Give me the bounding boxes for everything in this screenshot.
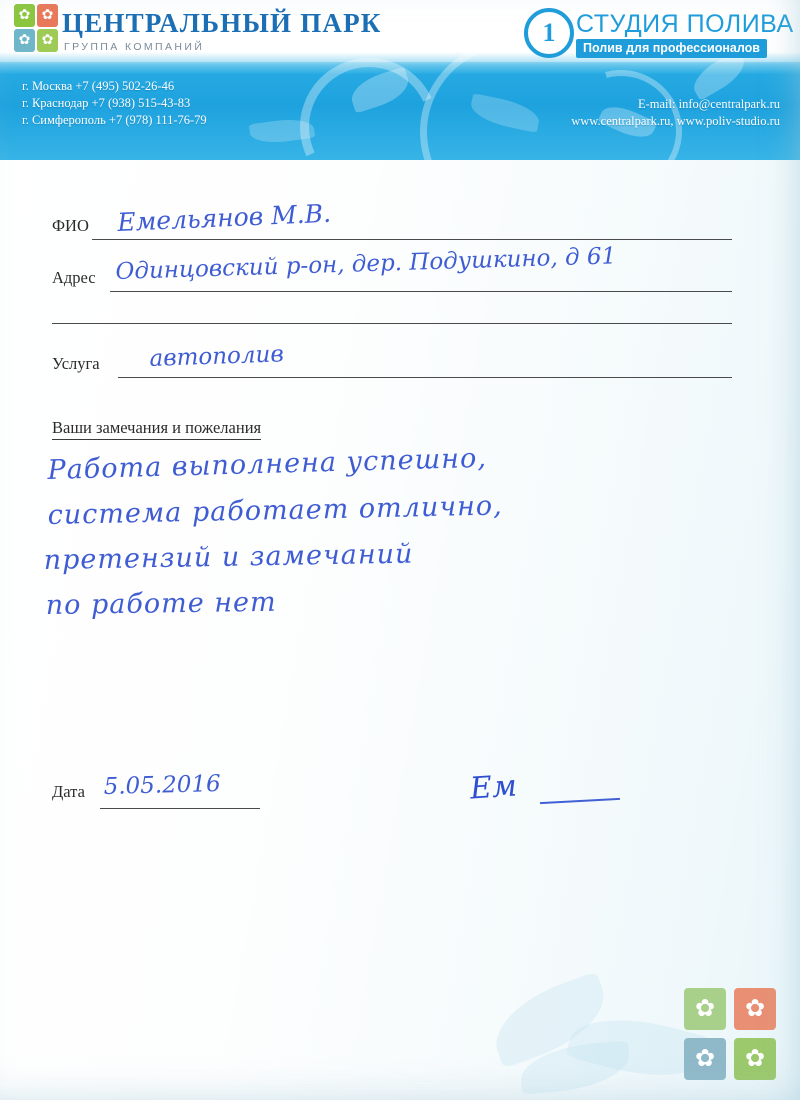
service-value: автополив	[149, 341, 285, 372]
website-line: www.centralpark.ru, www.poliv-studio.ru	[571, 114, 780, 128]
date-line	[100, 808, 260, 809]
feedback-form	[0, 160, 800, 1100]
leaf-icon: ✿	[684, 988, 726, 1030]
address-line-1	[110, 291, 732, 292]
contacts-right	[571, 96, 780, 130]
remarks-line-3: претензий и замечаний	[43, 538, 414, 576]
letterhead-header	[0, 0, 800, 160]
brand-title: ЦЕНТРАЛЬНЫЙ ПАРК	[62, 8, 382, 38]
company-logo	[14, 4, 58, 54]
studio-title: СТУДИЯ ПОЛИВА	[576, 10, 794, 38]
leaf-icon: ✿	[734, 1038, 776, 1080]
fio-line	[92, 239, 732, 240]
signature: Ем	[468, 768, 518, 807]
contacts-left	[22, 78, 207, 129]
leaf-icon: ✿	[14, 29, 35, 52]
address-value: Одинцовский р-он, дер. Подушкино, д 61	[115, 243, 617, 285]
studio-subtitle: Полив для профессионалов	[576, 39, 767, 58]
leaf-icon: ✿	[37, 29, 58, 52]
phone-moscow: г. Москва +7 (495) 502-26-46	[22, 79, 175, 93]
phone-krasnodar: г. Краснодар +7 (938) 515-43-83	[22, 96, 191, 110]
remarks-line-2: система работает отлично,	[47, 490, 504, 531]
email-line: E-mail: info@centralpark.ru	[637, 97, 780, 111]
remarks-line-4: по работе нет	[45, 586, 277, 621]
remarks-label: Ваши замечания и пожелания	[52, 418, 261, 440]
brand-subtitle: ГРУППА КОМПАНИЙ	[64, 41, 205, 53]
phone-simferopol: г. Симферополь +7 (978) 111-76-79	[22, 113, 207, 127]
date-label: Дата	[52, 782, 85, 801]
footer-logo-icons	[684, 988, 778, 1082]
leaf-icon: ✿	[14, 4, 35, 27]
service-line	[118, 377, 732, 378]
studio-logo	[510, 6, 800, 58]
service-label: Услуга	[52, 354, 100, 373]
remarks-line-1: Работа выполнена успешно,	[47, 442, 488, 486]
address-line-2	[52, 323, 732, 324]
fio-label: ФИО	[52, 216, 89, 235]
leaf-icon: ✿	[734, 988, 776, 1030]
leaf-icon: ✿	[684, 1038, 726, 1080]
fio-value: Емельянов М.В.	[116, 198, 332, 237]
signature-stroke	[540, 798, 620, 804]
address-label: Адрес	[52, 268, 96, 287]
studio-badge-number: 1	[524, 8, 574, 58]
date-value: 5.05.2016	[103, 770, 222, 800]
leaf-icon: ✿	[37, 4, 58, 27]
